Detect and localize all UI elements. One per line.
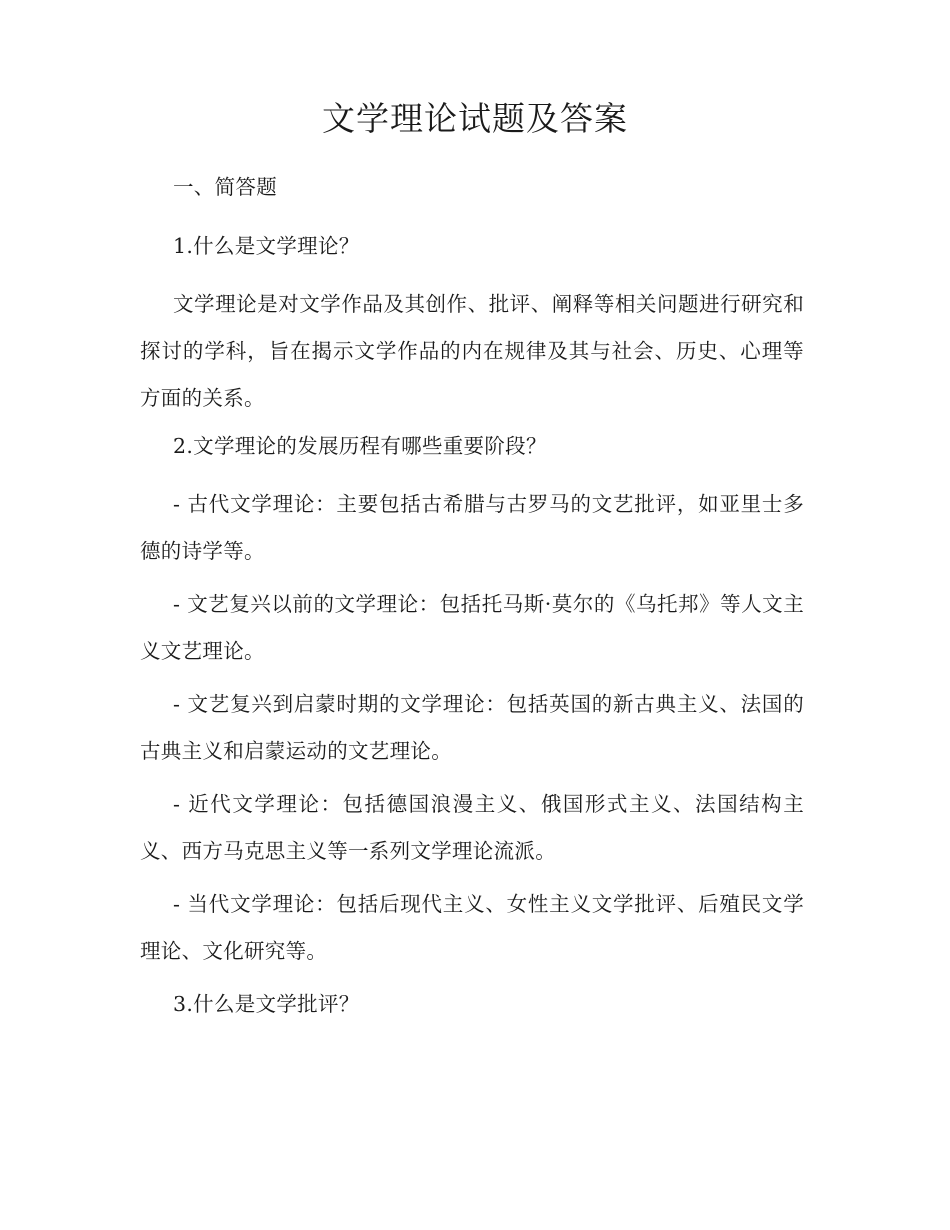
answer-2-item-pre-renaissance: - 文艺复兴以前的文学理论：包括托马斯·莫尔的《乌托邦》等人文主义文艺理论。: [140, 592, 804, 663]
section-heading: 一、简答题: [173, 175, 277, 199]
question-3: 3.什么是文学批评？: [173, 992, 360, 1016]
answer-2-item-contemporary: - 当代文学理论：包括后现代主义、女性主义文学批评、后殖民文学理论、文化研究等。: [140, 892, 804, 963]
question-1: 1.什么是文学理论？: [173, 234, 360, 258]
answer-2-item-ancient: - 古代文学理论：主要包括古希腊与古罗马的文艺批评，如亚里士多德的诗学等。: [140, 492, 804, 563]
answer-2-item-renaissance-enlightenment: - 文艺复兴到启蒙时期的文学理论：包括英国的新古典主义、法国的古典主义和启蒙运动的文艺理论。: [140, 692, 804, 763]
answer-1: 文学理论是对文学作品及其创作、批评、阐释等相关问题进行研究和探讨的学科，旨在揭示文学作品的内在规律及其与社会、历史、心理等方面的关系。: [140, 292, 804, 410]
document-title: 文学理论试题及答案: [322, 99, 628, 138]
answer-2-item-modern: - 近代文学理论：包括德国浪漫主义、俄国形式主义、法国结构主义、西方马克思主义等一系列文学理论流派。: [140, 792, 804, 863]
question-2: 2.文学理论的发展历程有哪些重要阶段？: [173, 434, 547, 458]
